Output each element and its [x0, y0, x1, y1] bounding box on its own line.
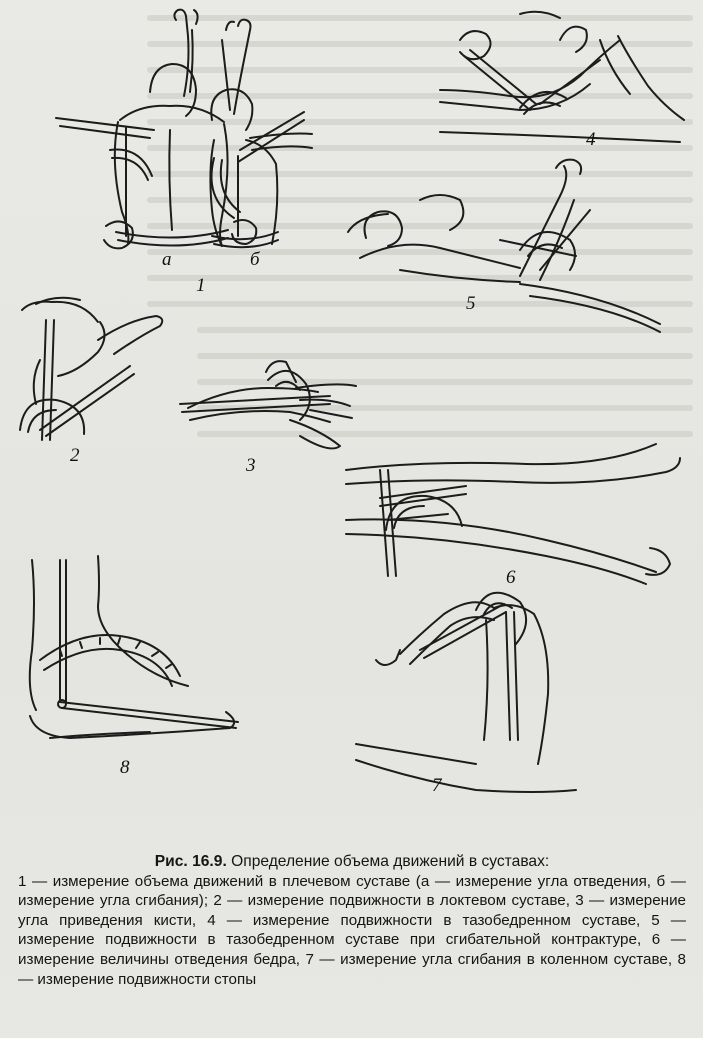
fig5-label: 5	[466, 293, 476, 314]
caption-title-line	[18, 852, 686, 872]
figure-caption	[18, 852, 686, 989]
fig7-label: 7	[432, 775, 442, 796]
fig2-label: 2	[70, 445, 80, 466]
caption-title: Определение объема движений в суставах:	[231, 853, 550, 870]
background-show-through	[150, 18, 690, 434]
fig6-hip-abduction	[346, 444, 680, 584]
fig1-label: 1	[196, 275, 206, 296]
fig2-elbow-mobility	[20, 298, 162, 440]
caption-body: 1 — измерение объема движений в плечевом суставе (а — измерение угла отведения, б — измерение угла сгибания); 2 — измерение подвижности в локтевом суставе, 3 — измерение угла приведения кисти, 4 — измерение подвижности в тазобедренном суставе, 5 — измерение подвижности в тазобедренном суставе при сгибательной контрактуре, 6 — измерение величины отведения бедра, 7 — измерение угла сгибания в коленном суставе, 8 — измерение подвижности стопы	[18, 872, 686, 988]
fig6-label: 6	[506, 567, 516, 588]
fig3-label: 3	[246, 455, 256, 476]
fig8-label: 8	[120, 757, 130, 778]
fig1a-label: а	[162, 249, 172, 270]
fig4-label: 4	[586, 129, 596, 150]
fig8-ankle-mobility	[30, 556, 238, 738]
fig1b-label: б	[250, 249, 260, 270]
caption-number: Рис. 16.9.	[154, 853, 227, 870]
fig7-knee-flexion	[356, 593, 576, 792]
